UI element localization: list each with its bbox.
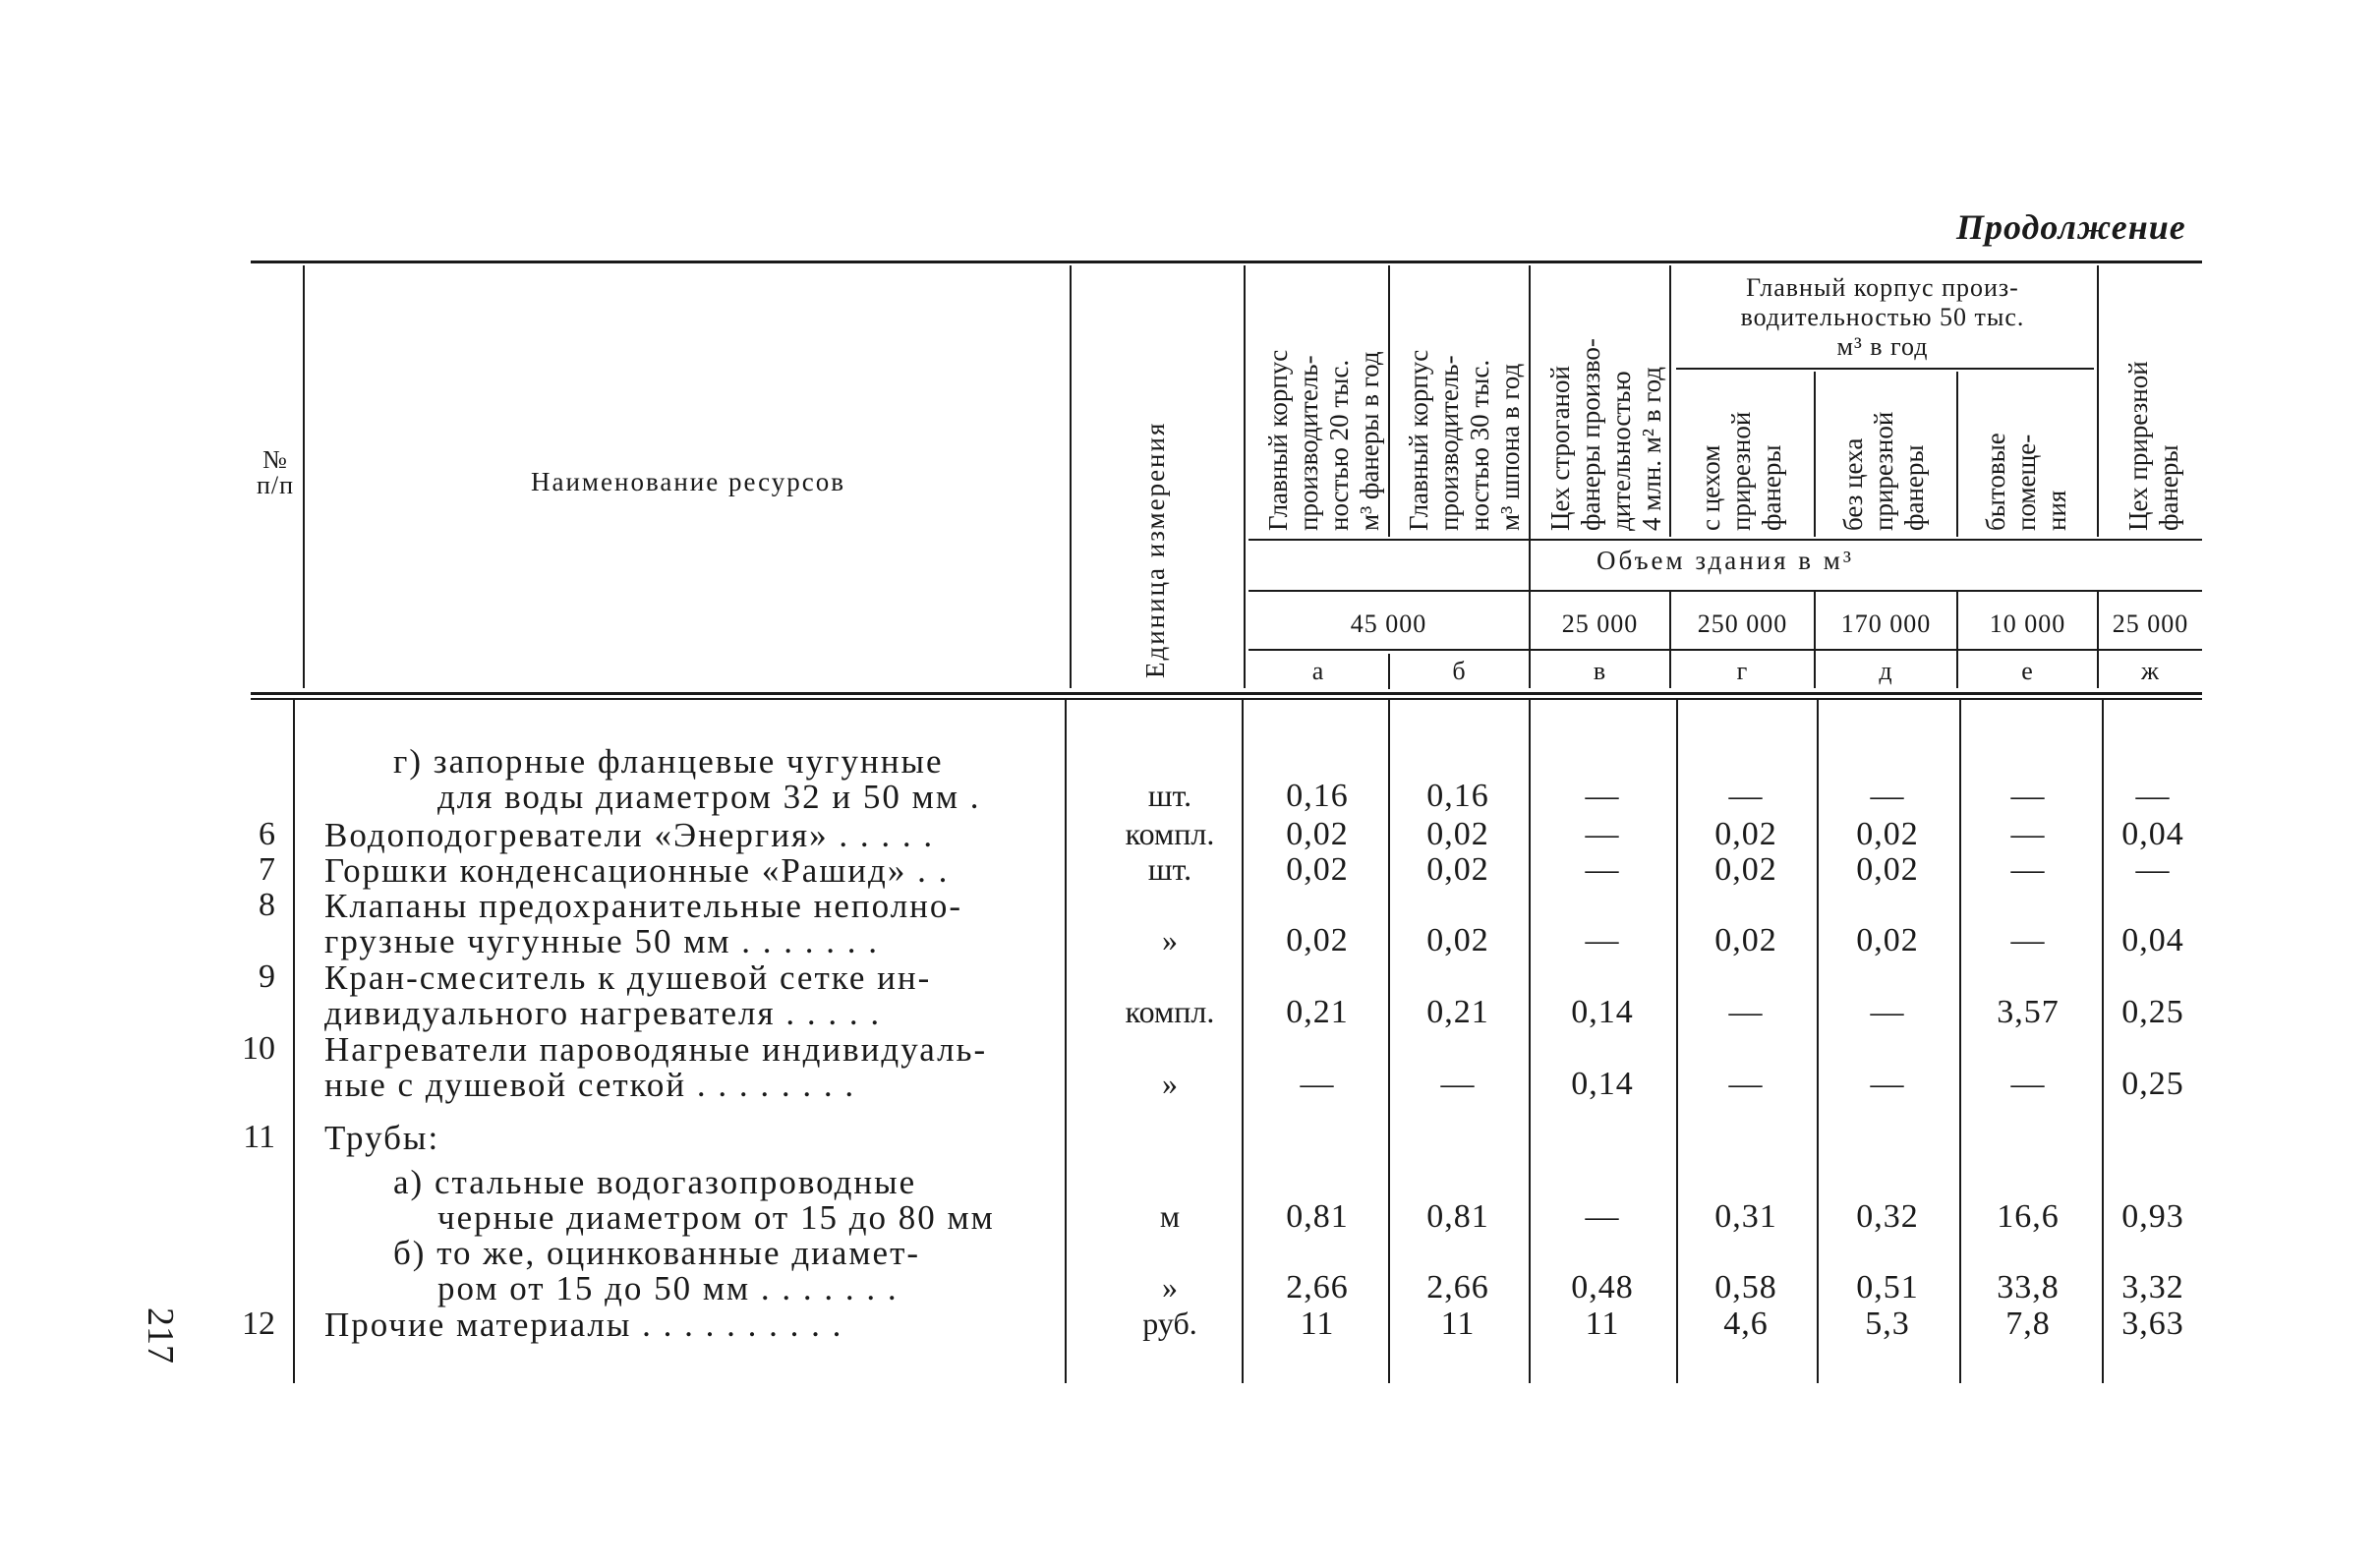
table-top-rule (251, 261, 2202, 263)
row-value-b: 0,81 (1426, 1198, 1489, 1235)
hd-line: прирезной (1869, 411, 1898, 531)
col-divider-name (1070, 265, 1072, 688)
row-value-e: 3,57 (1997, 994, 2060, 1030)
letter-zh: ж (2141, 657, 2160, 685)
header-number: № п/п (256, 445, 295, 499)
letter-e: е (2021, 657, 2034, 685)
row-value-g: 0,31 (1714, 1198, 1777, 1235)
row-value-v: 0,48 (1571, 1269, 1634, 1306)
volume-ab: 45 000 (1350, 609, 1427, 638)
row-value-zh: — (2135, 851, 2171, 888)
row-name-line: грузные чугунные 50 мм . . . . . . . (324, 922, 880, 960)
body-divider-v-g (1676, 700, 1678, 1383)
row-value-d: 0,32 (1856, 1198, 1919, 1235)
row-name-line: Нагреватели пароводяные индивидуаль- (324, 1030, 988, 1069)
row-value-b: 2,66 (1426, 1269, 1489, 1306)
row-value-b: 0,16 (1426, 778, 1489, 814)
row-value-v: 0,14 (1571, 1066, 1634, 1102)
row-value-g: — (1728, 1066, 1764, 1102)
row-unit: компл. (1125, 816, 1215, 851)
row-name-line: дивидуального нагревателя . . . . . (324, 994, 882, 1032)
letters-top-rule (1248, 649, 2202, 651)
row-value-a: 0,02 (1286, 851, 1349, 888)
row-number: 11 (243, 1119, 275, 1155)
row-value-g: 4,6 (1723, 1306, 1769, 1342)
row-value-a: 11 (1300, 1306, 1335, 1342)
hg-line: прирезной (1726, 411, 1756, 531)
volume-g: 250 000 (1697, 609, 1788, 638)
group-rule (1676, 368, 2094, 370)
row-unit: шт. (1147, 851, 1192, 887)
body-divider-a-b (1388, 700, 1390, 1383)
header-col-b (1404, 350, 1526, 531)
hg-line: фанеры (1757, 444, 1786, 531)
row-value-zh: 3,63 (2121, 1306, 2184, 1342)
row-value-zh: — (2135, 778, 2171, 814)
body-divider-g-d (1817, 700, 1819, 1383)
body-divider-unit (1242, 700, 1244, 1383)
row-value-a: 0,02 (1286, 922, 1349, 958)
row-value-e: — (2010, 1066, 2046, 1102)
row-value-e: — (2010, 816, 2046, 852)
letter-v: в (1593, 657, 1607, 685)
volume-title: Объем здания в м³ (1596, 546, 1854, 575)
hv-line: дительностью (1606, 371, 1636, 531)
row-name-line: а) стальные водогазопроводные (393, 1163, 917, 1201)
hzh-line: фанеры (2154, 444, 2183, 531)
row-name-line: г) запорные фланцевые чугунные (393, 742, 944, 781)
row-name-line: черные диаметром от 15 до 80 мм (437, 1198, 995, 1237)
header-group-title (1676, 273, 2089, 362)
row-value-a: — (1300, 1066, 1335, 1102)
row-value-a: 0,16 (1286, 778, 1349, 814)
row-name-line: ром от 15 до 50 мм . . . . . . . (437, 1269, 899, 1307)
header-col-g (1696, 412, 1787, 531)
row-value-d: — (1870, 994, 1905, 1030)
header-col-e (1981, 433, 2072, 531)
row-value-e: 33,8 (1997, 1269, 2060, 1306)
row-value-d: — (1870, 1066, 1905, 1102)
body-divider-num (293, 700, 295, 1383)
header-bottom-rule-2 (251, 698, 2202, 700)
body-divider-d-e (1959, 700, 1961, 1383)
hzh-line: Цех прирезной (2123, 361, 2153, 531)
row-value-a: 0,81 (1286, 1198, 1349, 1235)
body-divider-b-v (1529, 700, 1531, 1383)
row-value-b: 0,02 (1426, 922, 1489, 958)
row-value-d: 0,02 (1856, 922, 1919, 958)
row-value-b: 0,21 (1426, 994, 1489, 1030)
hd-line: фанеры (1899, 444, 1929, 531)
row-number: 12 (242, 1306, 275, 1342)
he-line: бытовые (1981, 433, 2010, 531)
row-value-b: — (1440, 1066, 1476, 1102)
header-bottom-rule (251, 692, 2202, 695)
row-name-line: Горшки конденсационные «Рашид» . . (324, 851, 950, 890)
row-name-line: ные с душевой сеткой . . . . . . . . (324, 1066, 856, 1104)
row-number: 7 (259, 851, 275, 888)
ha-line: ностью 20 тыс. (1324, 359, 1354, 531)
volume-top-rule (1248, 539, 2202, 541)
col-divider-a-b (1388, 265, 1390, 537)
row-unit: шт. (1147, 778, 1192, 813)
header-col-d (1838, 412, 1930, 531)
row-value-v: — (1585, 778, 1620, 814)
row-value-zh: 3,32 (2121, 1269, 2184, 1306)
row-value-v: — (1585, 816, 1620, 852)
col-divider-unit (1244, 265, 1246, 688)
row-value-d: 0,51 (1856, 1269, 1919, 1306)
header-unit: Единица измерения (1140, 421, 1170, 678)
letter-a: а (1311, 657, 1325, 685)
row-value-a: 2,66 (1286, 1269, 1349, 1306)
row-unit: м (1159, 1198, 1181, 1234)
col-divider-num (303, 265, 305, 688)
row-unit: руб. (1142, 1306, 1197, 1341)
row-value-g: — (1728, 994, 1764, 1030)
row-value-d: — (1870, 778, 1905, 814)
hv-line: 4 млн. м² в год (1637, 366, 1666, 531)
row-value-g: 0,58 (1714, 1269, 1777, 1306)
row-value-zh: 0,25 (2121, 1066, 2184, 1102)
row-value-b: 0,02 (1426, 816, 1489, 852)
row-value-a: 0,02 (1286, 816, 1349, 852)
ha-line: производитель- (1294, 355, 1323, 531)
row-value-g: 0,02 (1714, 922, 1777, 958)
row-unit: » (1162, 1066, 1178, 1101)
row-value-e: — (2010, 851, 2046, 888)
hgroup-line: м³ в год (1836, 332, 1929, 361)
row-value-g: 0,02 (1714, 851, 1777, 888)
hv-line: Цех строганой (1545, 366, 1575, 531)
row-value-v: 11 (1585, 1306, 1620, 1342)
row-value-d: 0,02 (1856, 816, 1919, 852)
row-value-v: — (1585, 1198, 1620, 1235)
continuation-label: Продолжение (1956, 207, 2186, 247)
row-value-e: 16,6 (1997, 1198, 2060, 1235)
row-value-v: 0,14 (1571, 994, 1634, 1030)
row-value-g: — (1728, 778, 1764, 814)
letter-b: б (1452, 657, 1467, 685)
row-number: 8 (259, 887, 275, 923)
col-divider-d-e (1956, 372, 1958, 537)
letter-g: г (1736, 657, 1749, 685)
row-value-zh: 0,93 (2121, 1198, 2184, 1235)
row-value-v: — (1585, 922, 1620, 958)
header-col-v (1545, 338, 1667, 531)
row-value-zh: 0,04 (2121, 816, 2184, 852)
row-value-e: — (2010, 922, 2046, 958)
volume-v: 25 000 (1561, 609, 1639, 638)
volume-d: 170 000 (1840, 609, 1932, 638)
header-col-a (1263, 350, 1385, 531)
row-unit: компл. (1125, 994, 1215, 1029)
row-name-line: Водоподогреватели «Энергия» . . . . . (324, 816, 935, 854)
hgroup-line: Главный корпус произ- (1746, 273, 2019, 302)
hb-line: Главный корпус (1404, 349, 1433, 531)
hv-line: фанеры произво- (1576, 338, 1605, 531)
row-name-line: Клапаны предохранительные неполно- (324, 887, 963, 925)
row-value-zh: 0,04 (2121, 922, 2184, 958)
row-value-d: 5,3 (1865, 1306, 1910, 1342)
row-name-line: Кран-смеситель к душевой сетке ин- (324, 958, 932, 997)
col-divider-e-zh (2097, 265, 2099, 537)
ha-line: м³ фанеры в год (1355, 351, 1384, 531)
row-name-line: для воды диаметром 32 и 50 мм . (437, 778, 981, 816)
row-value-e: — (2010, 778, 2046, 814)
row-unit: » (1162, 922, 1178, 958)
he-line: ния (2042, 490, 2071, 531)
row-number: 9 (259, 958, 275, 995)
ha-line: Главный корпус (1263, 349, 1293, 531)
row-name-line: Трубы: (324, 1119, 440, 1157)
he-line: помеще- (2011, 434, 2041, 531)
hgroup-line: водительностью 50 тыс. (1740, 303, 2025, 331)
row-number: 10 (242, 1030, 275, 1067)
col-divider-g-d (1814, 372, 1816, 537)
col-divider-v-g (1669, 265, 1671, 537)
hb-line: производитель- (1434, 355, 1464, 531)
body-divider-name (1065, 700, 1067, 1383)
volume-e: 10 000 (1989, 609, 2066, 638)
hg-line: с цехом (1696, 444, 1725, 531)
row-value-a: 0,21 (1286, 994, 1349, 1030)
row-value-b: 0,02 (1426, 851, 1489, 888)
volume-bottom-rule (1248, 590, 2202, 592)
header-name: Наименование ресурсов (531, 467, 845, 496)
row-value-d: 0,02 (1856, 851, 1919, 888)
row-value-zh: 0,25 (2121, 994, 2184, 1030)
page-number: 217 (140, 1307, 181, 1364)
header-col-zh (2123, 361, 2184, 531)
hb-line: м³ шпона в год (1495, 363, 1525, 531)
volume-zh: 25 000 (2112, 609, 2189, 638)
row-name-line: Прочие материалы . . . . . . . . . . (324, 1306, 843, 1344)
row-value-b: 11 (1440, 1306, 1476, 1342)
letter-d: д (1879, 657, 1893, 685)
row-unit: » (1162, 1269, 1178, 1305)
row-value-e: 7,8 (2005, 1306, 2051, 1342)
row-name-line: б) то же, оцинкованные диамет- (393, 1234, 921, 1272)
hd-line: без цеха (1838, 437, 1868, 531)
hb-line: ностью 30 тыс. (1465, 359, 1494, 531)
row-value-g: 0,02 (1714, 816, 1777, 852)
row-number: 6 (259, 816, 275, 852)
row-value-v: — (1585, 851, 1620, 888)
